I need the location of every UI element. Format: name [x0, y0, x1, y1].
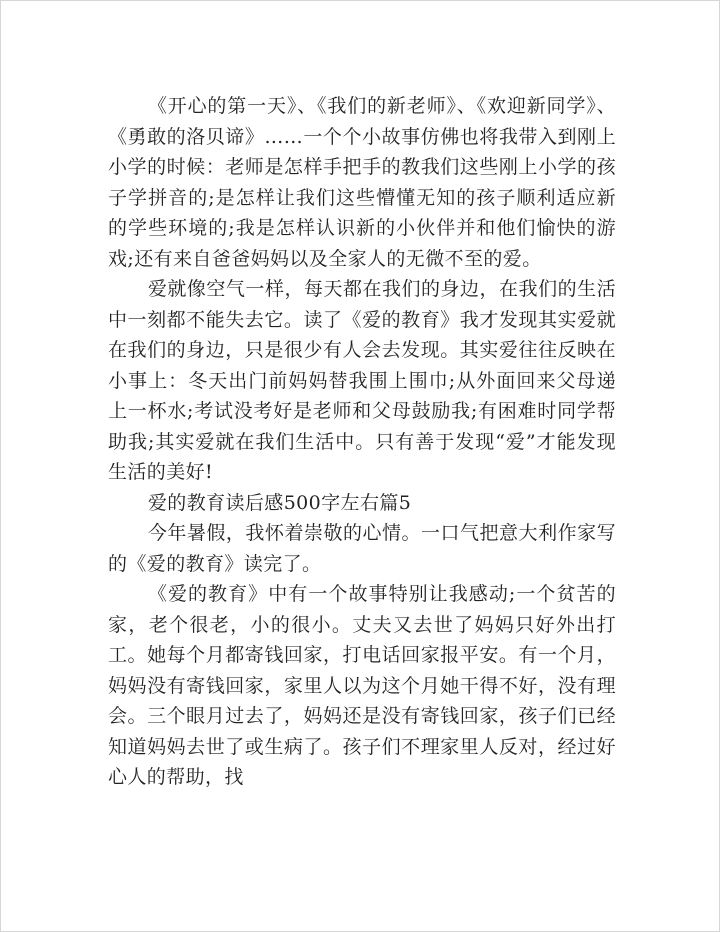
document-body: [108, 91, 616, 793]
section-heading: 爱的教育读后感500字左右篇5: [147, 491, 412, 514]
paragraph-school-memories: 《开心的第一天》、《我们的新老师》、《欢迎新同学》、《勇敢的洛贝谛》……一个个小故事仿佛也将我带入到刚上小学的时候：老师是怎样手把手的教我们这些刚上小学的孩子学拼音的;是怎样让我们这些懵懂无知的孩子顺利适应新的学些环境的;我是怎样认识新的小伙伴并和他们愉快的游戏;还有来自爸爸妈妈以及全家人的无微不至的爱。: [108, 95, 616, 270]
paragraph-summer-reading: 今年暑假，我怀着崇敬的心情。一口气把意大利作家写的《爱的教育》读完了。: [108, 522, 616, 575]
paragraph-love-like-air: 爱就像空气一样，每天都在我们的身边，在我们的生活中一刻都不能失去它。读了《爱的教育》我才发现其实爱就在我们的身边，只是很少有人会去发现。其实爱往往反映在小事上：冬天出门前妈妈替我围上围巾;从外面回来父母递上一杯水;考试没考好是老师和父母鼓励我;有困难时同学帮助我;其实爱就在我们生活中。只有善于发现“爱”才能发现生活的美好!: [108, 278, 616, 483]
paragraph-poor-family-story: 《爱的教育》中有一个故事特别让我感动;一个贫苦的家，老个很老，小的很小。丈夫又去世了妈妈只好外出打工。她每个月都寄钱回家，打电话回家报平安。有一个月，妈妈没有寄钱回家，家里人以为这个月她干得不好，没有理会。三个眼月过去了，妈妈还是没有寄钱回家，孩子们已经知道妈妈去世了或生病了。孩子们不理家里人反对，经过好心人的帮助，找: [108, 583, 616, 788]
